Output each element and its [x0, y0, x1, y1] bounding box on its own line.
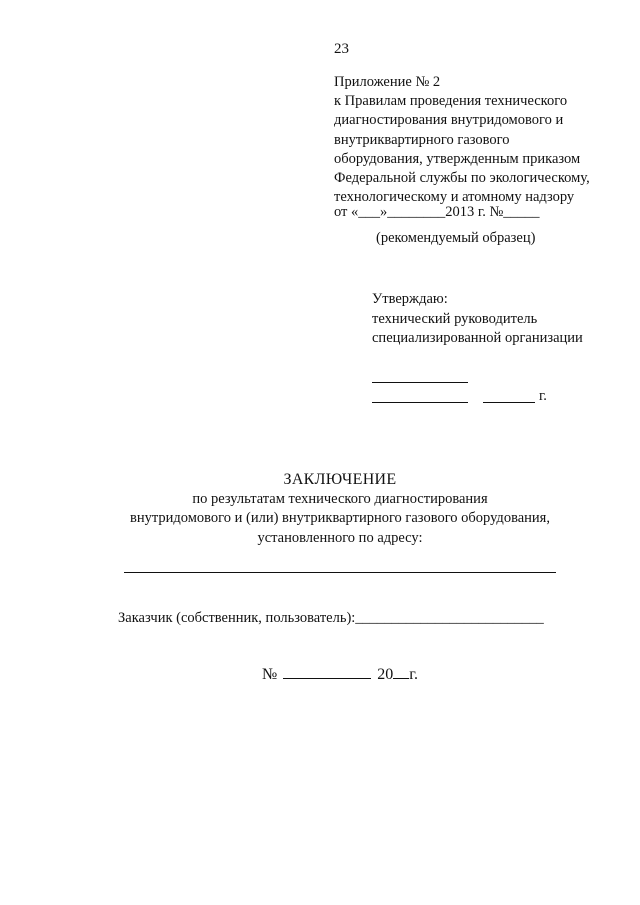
appendix-line: Федеральной службы по экологическому,	[334, 170, 590, 187]
number-sign: №	[262, 666, 278, 683]
appendix-line: внутриквартирного газового	[334, 131, 510, 148]
appendix-line: оборудования, утвержденным приказом	[334, 150, 581, 167]
approval-line: специализированной организации	[372, 330, 583, 346]
appendix-line: к Правилам проведения технического	[334, 93, 568, 110]
approval-block	[372, 290, 583, 349]
year-prefix: 20	[377, 666, 394, 683]
number-blank	[283, 666, 371, 679]
conclusion-title: ЗАКЛЮЧЕНИЕ	[283, 471, 397, 488]
document-number-line	[262, 666, 418, 684]
order-date-line: от «___»________2013 г. №_____	[334, 204, 540, 220]
name-blank-line	[372, 402, 468, 403]
approval-line: технический руководитель	[372, 310, 538, 327]
appendix-line: диагностирования внутридомового и	[334, 112, 564, 129]
appendix-line: технологическому и атомному надзору	[334, 189, 575, 206]
customer-line: Заказчик (собственник, пользователь):__________________________	[118, 610, 544, 626]
approval-line: Утверждаю:	[372, 291, 448, 307]
address-blank-line	[124, 572, 556, 573]
conclusion-line: установленного по адресу:	[257, 529, 423, 546]
date-blank-line	[483, 402, 535, 403]
sample-note: (рекомендуемый образец)	[376, 230, 536, 246]
year-suffix: г.	[409, 666, 419, 683]
page-number: 23	[334, 41, 349, 57]
conclusion-block	[0, 470, 640, 548]
year-blank	[393, 666, 409, 679]
conclusion-line: внутридомового и (или) внутриквартирного газового оборудования,	[130, 510, 550, 526]
signature-blank-line	[372, 382, 468, 383]
conclusion-line: по результатам технического диагностирования	[192, 490, 488, 507]
appendix-line: Приложение № 2	[334, 74, 441, 90]
year-suffix: г.	[539, 388, 547, 404]
appendix-header	[334, 73, 590, 207]
